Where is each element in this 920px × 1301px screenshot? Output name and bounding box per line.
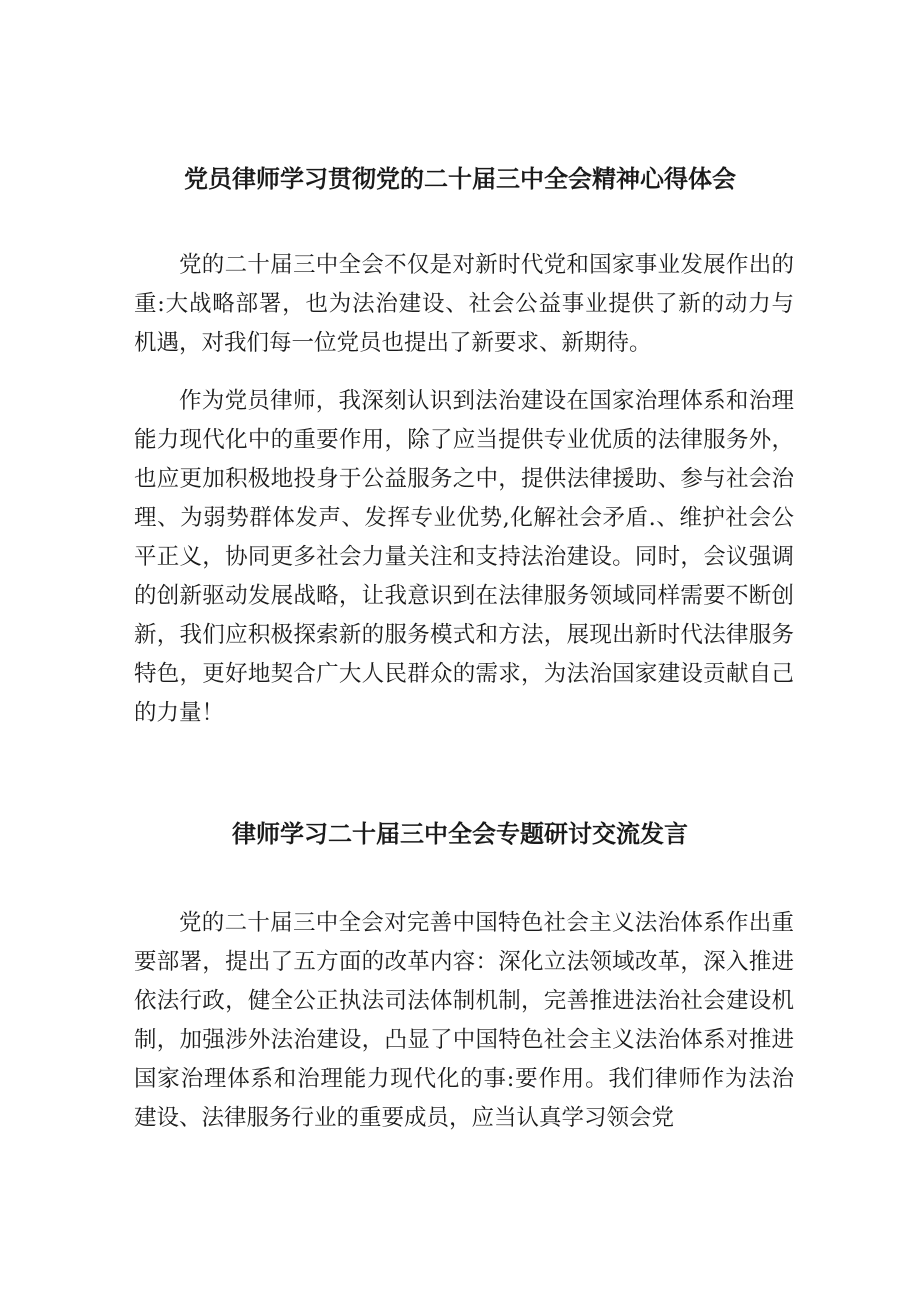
section-2-paragraph-1: 党的二十届三中全会对完善中国特色社会主义法治体系作出重要部署，提出了五方面的改革内容：深化立法领域改革，深入推进依法行政，健全公正执法司法体制机制，完善推进法治社会建设机制，加强涉外法治建设，凸显了中国特色社会主义法治体系对推进国家治理体系和治理能力现代化的事:要作用。我们律师作为法治建设、法律服务行业的重要成员，应当认真学习领会党 (134, 910, 794, 1131)
section-1-paragraph-1: 党的二十届三中全会不仅是对新时代党和国家事业发展作出的重:大战略部署，也为法治建设、社会公益事业提供了新的动力与机遇，对我们每一位党员也提出了新要求、新期待。 (134, 252, 794, 356)
section-2-title: 律师学习二十届三中全会专题研讨交流发言 (232, 819, 688, 848)
section-1-paragraph-2: 作为党员律师，我深刻认识到法治建设在国家治理体系和治理能力现代化中的重要作用，除了应当提供专业优质的法律服务外，也应更加积极地投身于公益服务之中，提供法律援助、参与社会治理、为弱势群体发声、发挥专业优势,化解社会矛盾.、维护社会公平正义，协同更多社会力量关注和支持法治建设。同时，会议强调的创新驱动发展战略，让我意识到在法律服务领域同样需要不断创新，我们应积极探索新的服务模式和方法，展现出新时代法律服务特色，更好地契合广大人民群众的需求，为法治国家建设贡献自己的力量！ (134, 388, 794, 726)
section-1-title: 党员律师学习贯彻党的二十届三中全会精神心得体会 (184, 164, 736, 193)
